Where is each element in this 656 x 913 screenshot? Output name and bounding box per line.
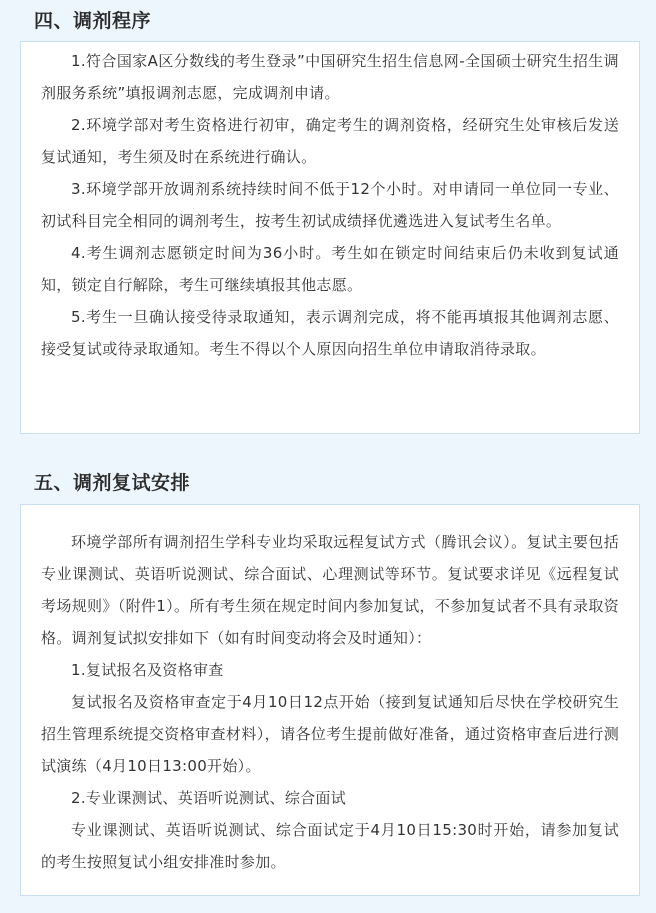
retest-registration-paragraph: 复试报名及资格审查定于4月10日12点开始（接到复试通知后尽快在学校研究生招生管理系统提交资格审查材料），请各位考生提前做好准备，通过资格审查后进行测试演练（4月10日13:00开始）。: [41, 693, 619, 775]
section-title-procedure: 四、调剂程序: [34, 10, 152, 32]
retest-intro-paragraph: 环境学部所有调剂招生学科专业均采取远程复试方式（腾讯会议）。复试主要包括专业课测试、英语听说测试、综合面试、心理测试等环节。复试要求详见《远程复试考场规则》（附件1）。所有考生须在规定时间内参加复试，不参加复试者不具有录取资格。调剂复试拟安排如下（如有时间变动将会及时通知）：: [41, 533, 619, 647]
retest-subheading-registration: 1.复试报名及资格审查: [71, 661, 224, 679]
procedure-paragraph-5: 5.考生一旦确认接受待录取通知，表示调剂完成，将不能再填报其他调剂志愿、接受复试或待录取通知。考生不得以个人原因向招生单位申请取消待录取。: [41, 308, 619, 358]
section-title-retest-arrangement: 五、调剂复试安排: [34, 472, 191, 494]
procedure-paragraph-4: 4.考生调剂志愿锁定时间为36小时。考生如在锁定时间结束后仍未收到复试通知，锁定自行解除，考生可继续填报其他志愿。: [41, 244, 619, 294]
procedure-paragraph-2: 2.环境学部对考生资格进行初审，确定考生的调剂资格，经研究生处审核后发送复试通知，考生须及时在系统进行确认。: [41, 116, 619, 166]
procedure-paragraph-1: 1.符合国家A区分数线的考生登录”中国研究生招生信息网-全国硕士研究生招生调剂服务系统”填报调剂志愿，完成调剂申请。: [41, 52, 619, 102]
retest-content-box: [20, 504, 640, 896]
procedure-content-box: [20, 41, 640, 434]
retest-tests-paragraph: 专业课测试、英语听说测试、综合面试定于4月10日15:30时开始，请参加复试的考生按照复试小组安排准时参加。: [41, 821, 619, 871]
procedure-paragraph-3: 3.环境学部开放调剂系统持续时间不低于12个小时。对申请同一单位同一专业、初试科目完全相同的调剂考生，按考生初试成绩择优遴选进入复试考生名单。: [41, 180, 619, 230]
retest-subheading-tests: 2.专业课测试、英语听说测试、综合面试: [71, 789, 347, 807]
